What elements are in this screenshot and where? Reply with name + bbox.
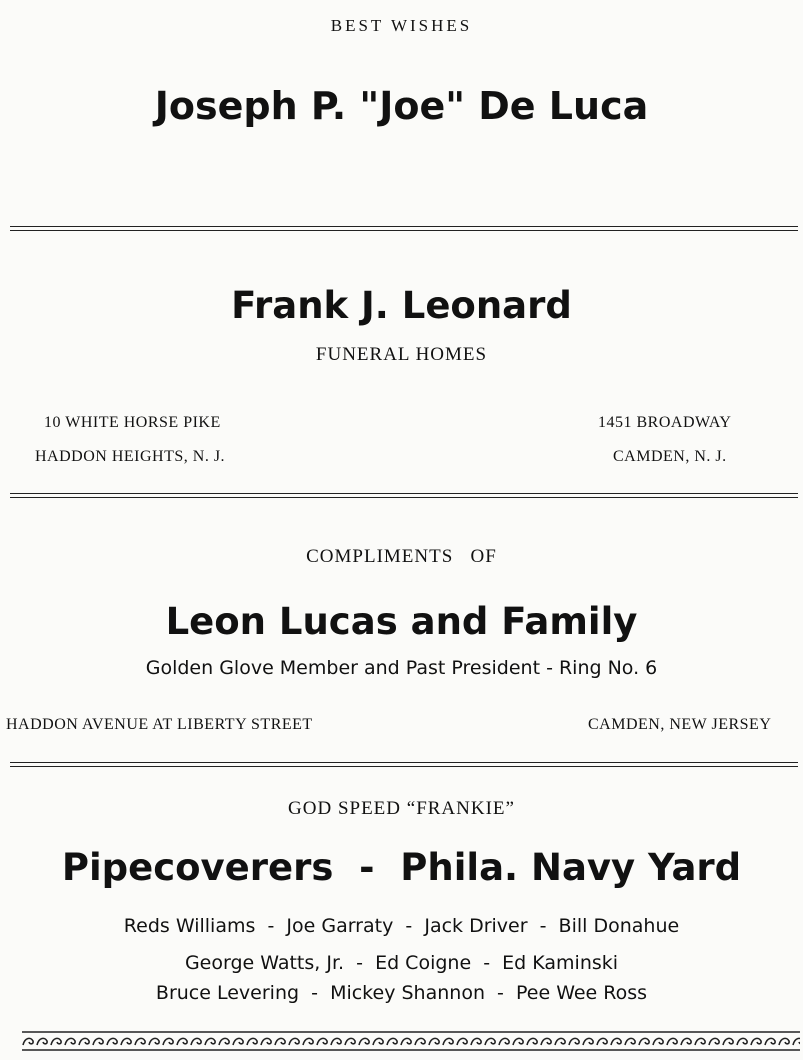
leon-left-address: HADDON AVENUE AT LIBERTY STREET [6,716,313,733]
decorative-chain-border [22,1030,800,1052]
leon-right-address: CAMDEN, NEW JERSEY [588,716,772,733]
right-address-line2: CAMDEN, N. J. [613,448,727,465]
best-wishes-greeting: BEST WISHES [330,16,473,35]
pipecoverers-name: Pipecoverers - Phila. Navy Yard [61,846,742,889]
joseph-de-luca-name: Joseph P. "Joe" De Luca [154,84,649,128]
golden-glove-description: Golden Glove Member and Past President - Ring No. 6 [145,657,658,679]
frank-leonard-name: Frank J. Leonard [231,284,572,327]
compliments-of-greeting: COMPLIMENTS OF [306,546,497,567]
left-address-line2: HADDON HEIGHTS, N. J. [35,448,226,465]
funeral-homes-label: FUNERAL HOMES [315,344,488,365]
god-speed-greeting: GOD SPEED “FRANKIE” [288,798,515,819]
names-line-1: Reds Williams - Joe Garraty - Jack Driver - Bill Donahue [123,915,680,937]
leon-lucas-name: Leon Lucas and Family [165,600,638,643]
section-divider-2 [10,493,798,498]
names-line-2: George Watts, Jr. - Ed Coigne - Ed Kaminski [184,952,619,974]
section-divider-1 [10,226,798,231]
names-line-3: Bruce Levering - Mickey Shannon - Pee Wee Ross [155,982,648,1004]
right-address-line1: 1451 BROADWAY [598,414,732,431]
section-divider-3 [10,762,798,767]
left-address-line1: 10 WHITE HORSE PIKE [44,414,221,431]
